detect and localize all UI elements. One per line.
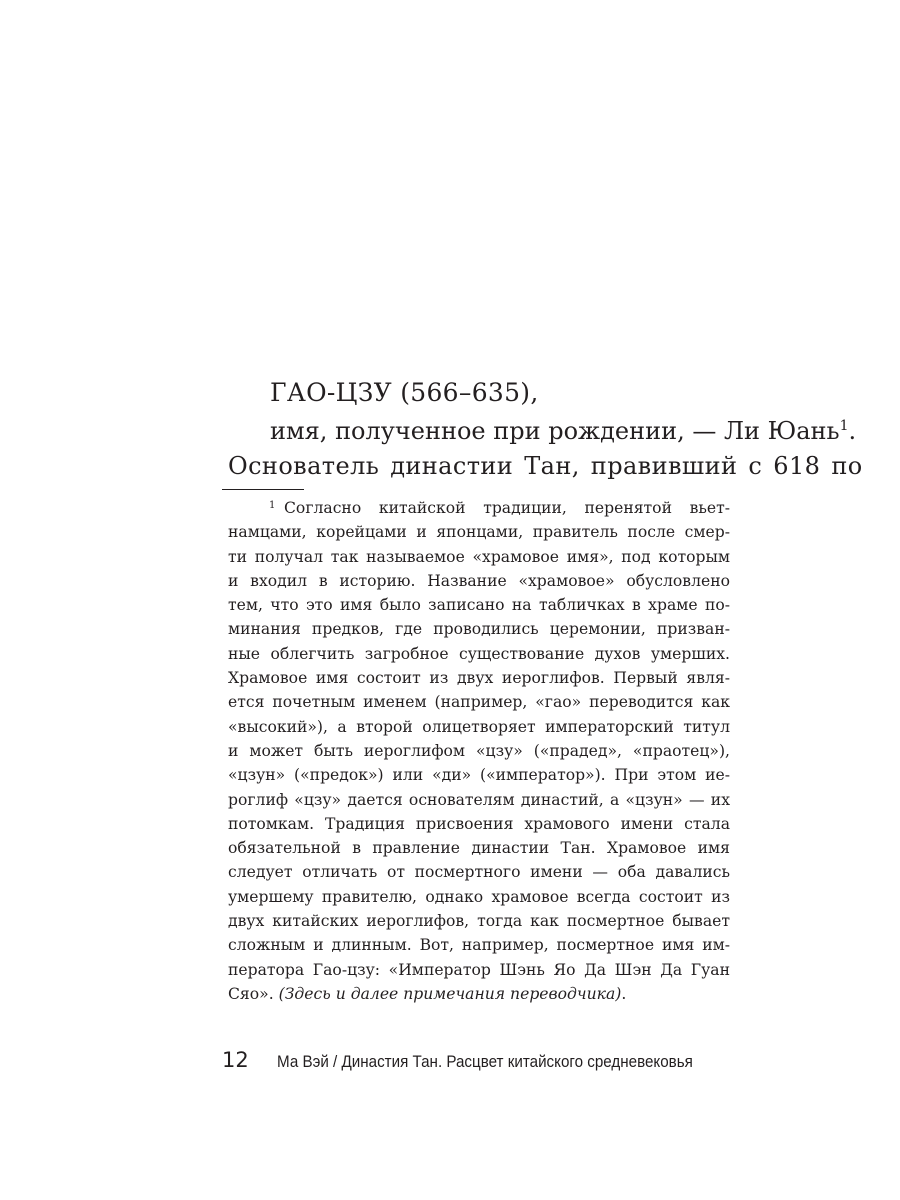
- page-number: 12: [222, 1048, 249, 1072]
- footnote: [228, 496, 730, 1006]
- footnote-line: тем, что это имя было записано на табличках в храме по-: [228, 596, 730, 615]
- footnote-line: следует отличать от посмертного имени — оба давались: [228, 863, 730, 882]
- footnote-separator: [222, 489, 304, 490]
- main-text-line-1-text: имя, полученное при рождении, — Ли Юань: [270, 417, 840, 445]
- footnote-line: [228, 496, 730, 520]
- footnote-line: намцами, корейцами и японцами, правитель после смер-: [228, 523, 730, 542]
- main-text-line-1-end: .: [848, 417, 857, 445]
- footnote-line: обязательной в правление династии Тан. Храмовое имя: [228, 839, 730, 858]
- footnote-number: 1: [269, 500, 276, 511]
- footnote-line: ператора Гао-цзу: «Император Шэнь Яо Да Шэн Да Гуан: [228, 960, 730, 979]
- footnote-line: Храмовое имя состоит из двух иероглифов. Первый явля-: [228, 669, 730, 688]
- footnote-last-line: [228, 982, 730, 1006]
- footnote-line: потомкам. Традиция присвоения храмового имени стала: [228, 814, 730, 833]
- footnote-reference[interactable]: 1: [839, 418, 849, 434]
- footnote-line: и может быть иероглифом «цзу» («прадед», «праотец»),: [228, 741, 730, 760]
- main-text-line-2: Основатель династии Тан, правивший с 618 по: [228, 452, 863, 480]
- footnote-last-end: .: [621, 984, 627, 1003]
- footnote-line-text: Согласно китайской традиции, перенятой вьет-: [284, 499, 730, 517]
- footnote-line: двух китайских иероглифов, тогда как посмертное бывает: [228, 912, 730, 931]
- footnote-line: «цзун» («предок») или «ди» («император»). При этом ие-: [228, 766, 730, 785]
- entry-heading: ГАО-ЦЗУ (566–635),: [270, 378, 539, 407]
- footnote-line: умершему правителю, однако храмовое всегда состоит из: [228, 887, 730, 906]
- footnote-line: сложным и длинным. Вот, например, посмертное имя им-: [228, 936, 730, 955]
- footnote-last-text: Сяо».: [228, 984, 274, 1003]
- footnote-line: «высокий»), а второй олицетворяет императорский титул: [228, 717, 730, 736]
- main-text-line-1: [270, 416, 856, 446]
- footnote-line: и входил в историю. Название «храмовое» обусловлено: [228, 571, 730, 590]
- footnote-line: минания предков, где проводились церемонии, призван-: [228, 620, 730, 639]
- footnote-line: ные облегчить загробное существование духов умерших.: [228, 644, 730, 663]
- running-title: Ма Вэй / Династия Тан. Расцвет китайского средневековья: [277, 1053, 693, 1071]
- footnote-line: ется почетным именем (например, «гао» переводится как: [228, 693, 730, 712]
- translator-note: (Здесь и далее примечания переводчика): [278, 984, 622, 1003]
- footnote-line: роглиф «цзу» дается основателям династий, а «цзун» — их: [228, 790, 730, 809]
- footnote-line: ти получал так называемое «храмовое имя», под которым: [228, 547, 730, 566]
